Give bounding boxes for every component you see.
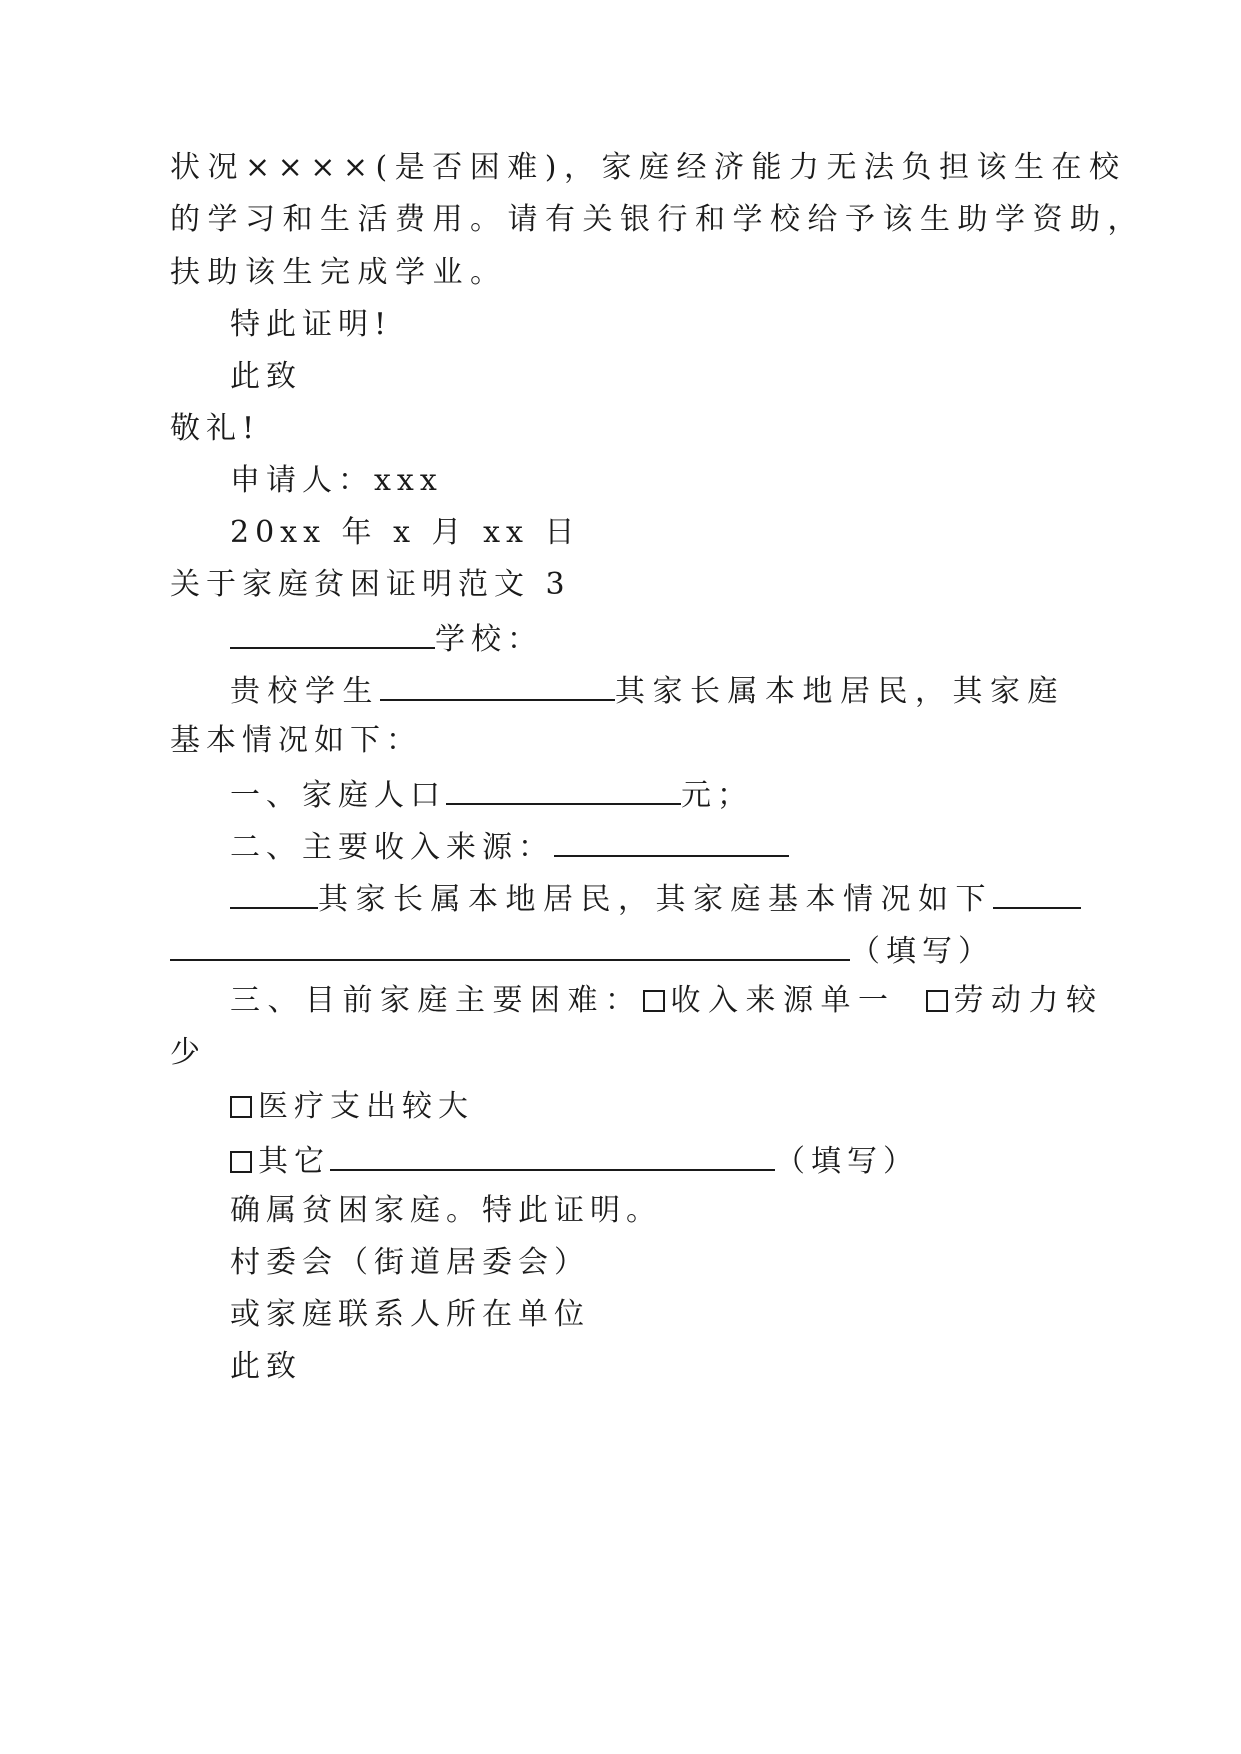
option-medical: 医疗支出较大	[258, 1089, 474, 1124]
school-line	[230, 617, 543, 660]
employer: 或家庭联系人所在单位	[230, 1297, 590, 1332]
paragraph-line-1: 状况××××(是否困难)，家庭经济能力无法负担该生在校	[170, 150, 1127, 185]
parent-blank-right	[993, 877, 1081, 909]
paragraph-line-2: 的学习和生活费用。请有关银行和学校给予该生助学资助，	[170, 202, 1145, 237]
student-blank	[380, 669, 615, 701]
option-other: 其它	[258, 1144, 330, 1179]
date: 20xx 年 x 月 xx 日	[230, 515, 581, 550]
item2-blank	[554, 825, 789, 857]
fill-line-1	[170, 929, 994, 972]
parent-blank-left	[230, 877, 318, 909]
item1-line	[230, 773, 753, 816]
village: 村委会（街道居委会）	[230, 1245, 590, 1280]
checkbox-medical[interactable]	[230, 1096, 252, 1118]
parent-info: 其家长属本地居民，其家庭基本情况如下	[318, 882, 993, 917]
paragraph-line-3: 扶助该生完成学业。	[170, 255, 508, 290]
special-proof: 特此证明!	[230, 307, 393, 342]
item1-prefix: 一、家庭人口	[230, 778, 446, 813]
fill-blank-1	[170, 929, 850, 961]
option-labor: 劳动力较	[953, 983, 1104, 1018]
school-blank	[230, 617, 435, 649]
fill-in-2: （填写）	[775, 1144, 919, 1179]
item3-prefix: 三、目前家庭主要困难：	[230, 983, 643, 1018]
parent-line	[230, 877, 1081, 920]
student-suffix: 其家长属本地居民，其家庭	[615, 674, 1065, 709]
option-labor-cont: 少	[170, 1035, 206, 1070]
fill-in-1: （填写）	[850, 934, 994, 969]
item2-line	[230, 825, 789, 868]
applicant: 申请人：xxx	[230, 463, 443, 498]
item3-line	[230, 981, 1104, 1021]
confirm: 确属贫困家庭。特此证明。	[230, 1193, 662, 1228]
salutation-jingli: 敬礼!	[170, 411, 261, 446]
other-blank	[330, 1139, 775, 1171]
option-income: 收入来源单一	[670, 983, 896, 1018]
checkbox-labor[interactable]	[926, 990, 948, 1012]
item1-blank	[446, 773, 681, 805]
basic-info: 基本情况如下：	[170, 723, 422, 758]
salutation-cizhi-2: 此致	[230, 1349, 302, 1384]
item1-suffix: 元；	[681, 778, 753, 813]
section-title: 关于家庭贫困证明范文 3	[170, 567, 571, 602]
student-line	[230, 669, 1065, 712]
other-line	[230, 1139, 919, 1182]
salutation-cizhi: 此致	[230, 359, 302, 394]
checkbox-other[interactable]	[230, 1151, 252, 1173]
item2-label: 二、主要收入来源：	[230, 830, 554, 865]
medical-line	[230, 1087, 474, 1127]
student-prefix: 贵校学生	[230, 674, 380, 709]
school-suffix: 学校：	[435, 622, 543, 657]
checkbox-income[interactable]	[643, 990, 665, 1012]
